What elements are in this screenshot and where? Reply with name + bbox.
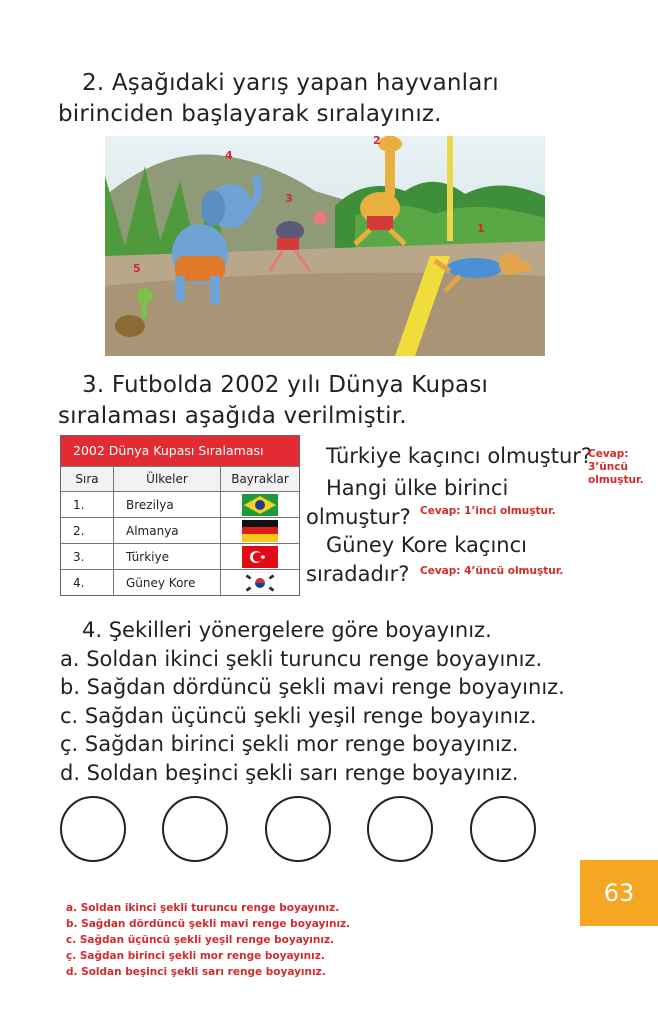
row-country: Brezilya [114, 492, 221, 517]
answer-key-line: ç. Sağdan birinci şekli mor renge boyayınız. [66, 950, 325, 962]
q3-question-1: Türkiye kaçıncı olmuştur? [326, 444, 593, 468]
q3-question-2-line1: Hangi ülke birinci [326, 476, 509, 500]
instruction-c-cedilla: ç. Sağdan birinci şekli mor renge boyayınız. [60, 732, 519, 756]
q3-answer-2: Cevap: 1’inci olmuştur. [420, 505, 556, 517]
q3-answer-3: Cevap: 4’üncü olmuştur. [420, 565, 564, 577]
row-rank: 2. [61, 518, 114, 543]
coloring-circles [60, 796, 540, 868]
circle-shape-5[interactable] [470, 796, 536, 862]
race-illustration [105, 136, 545, 356]
row-rank: 3. [61, 544, 114, 569]
question-4-heading: 4. Şekilleri yönergelere göre boyayınız. [82, 618, 492, 642]
circle-shape-1[interactable] [60, 796, 126, 862]
question-4-block [60, 616, 580, 787]
answer-key-line: a. Soldan ikinci şekli turuncu renge boyayınız. [66, 902, 340, 914]
instruction-d: d. Soldan beşinci şekli sarı renge boyayınız. [60, 760, 519, 785]
page-number-badge: 63 [580, 860, 658, 926]
answer-key-line: c. Sağdan üçüncü şekli yeşil renge boyayınız. [66, 934, 335, 946]
question-3-heading: 3. Futbolda 2002 yılı Dünya Kupası sıralaması aşağıda verilmiştir. [58, 372, 489, 429]
race-scene-image [105, 136, 545, 356]
q3-question-2-line2: olmuştur? [306, 505, 411, 529]
world-cup-table [60, 435, 300, 596]
circle-shape-3[interactable] [265, 796, 331, 862]
header-country: Ülkeler [114, 467, 221, 491]
rank-label-giraffe: 2 [373, 136, 381, 147]
rank-label-turtle: 5 [133, 262, 141, 275]
table-header-row [61, 466, 299, 491]
header-rank: Sıra [61, 467, 114, 491]
circle-shape-2[interactable] [162, 796, 228, 862]
q3-answer-1: Cevap: 3’üncü olmuştur. [588, 448, 644, 486]
answer-key-line: b. Sağdan dördüncü şekli mavi renge boyayınız. [66, 918, 351, 930]
row-country: Almanya [114, 518, 221, 543]
instruction-a: a. Soldan ikinci şekli turuncu renge boyayınız. [60, 646, 543, 671]
instruction-c: c. Sağdan üçüncü şekli yeşil renge boyayınız. [60, 703, 537, 728]
brazil-flag-icon [242, 494, 278, 516]
question-2-heading: 2. Aşağıdaki yarış yapan hayvanları birinciden başlayarak sıralayınız. [58, 70, 499, 127]
table-row [61, 543, 299, 569]
table-title: 2002 Dünya Kupası Sıralaması [61, 436, 299, 466]
rank-label-elephant: 4 [225, 149, 233, 162]
row-rank: 4. [61, 570, 114, 595]
table-row [61, 569, 299, 595]
row-country: Güney Kore [114, 570, 221, 595]
circle-shape-4[interactable] [367, 796, 433, 862]
rank-label-runner: 3 [285, 192, 293, 205]
germany-flag-icon [242, 520, 278, 542]
q3-question-3-line1: Güney Kore kaçıncı [326, 533, 527, 557]
answer-key [66, 900, 486, 980]
south-korea-flag-icon [242, 572, 278, 594]
row-rank: 1. [61, 492, 114, 517]
table-row [61, 491, 299, 517]
q3-question-3-line2: sıradadır? [306, 562, 410, 586]
turkey-flag-icon [242, 546, 278, 568]
instruction-b: b. Sağdan dördüncü şekli mavi renge boyayınız. [60, 675, 565, 699]
answer-key-line: d. Soldan beşinci şekli sarı renge boyayınız. [66, 966, 326, 978]
row-country: Türkiye [114, 544, 221, 569]
table-row [61, 517, 299, 543]
rank-label-dog: 1 [477, 222, 485, 235]
header-flags: Bayraklar [231, 472, 289, 486]
